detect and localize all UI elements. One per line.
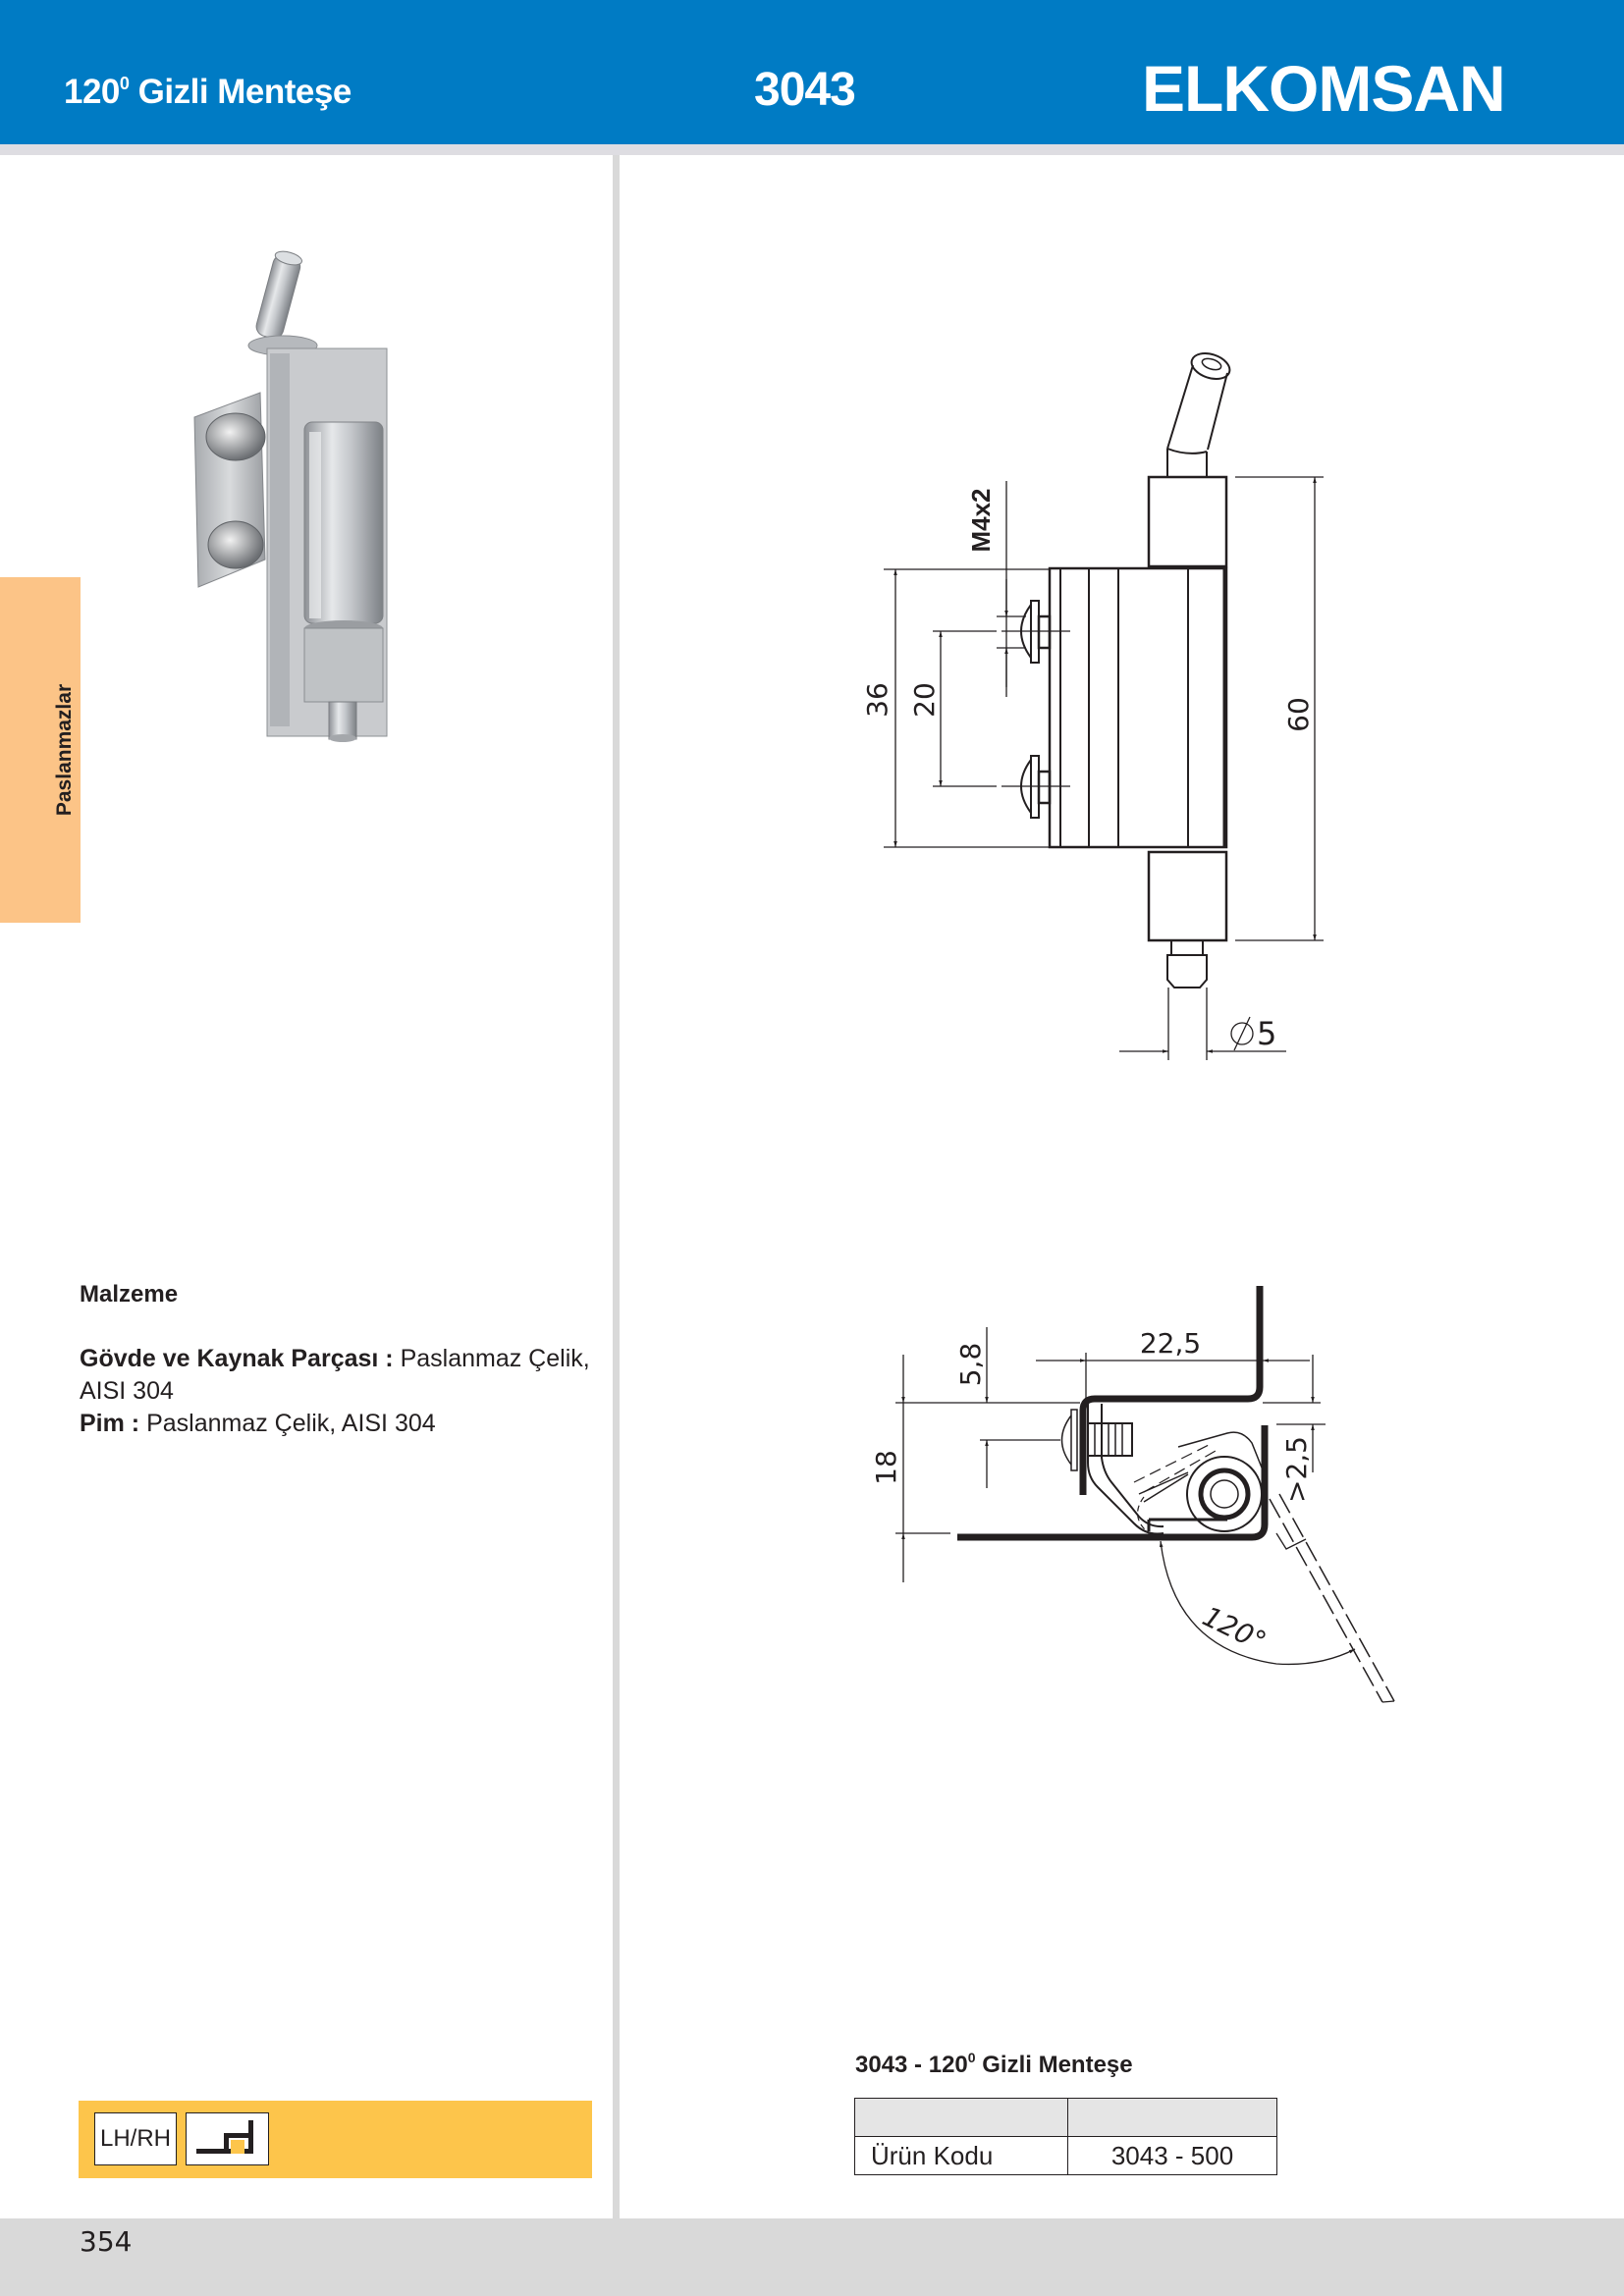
material-heading: Malzeme — [80, 1281, 179, 1308]
table-cell-label: Ürün Kodu — [855, 2137, 1068, 2175]
dim-screw-spacing: 20 — [908, 682, 941, 718]
dim-pin-diameter: 5 — [1257, 1015, 1277, 1052]
material-item-value: Paslanmaz Çelik, AISI 304 — [80, 1345, 590, 1405]
table-title — [855, 2050, 1133, 2079]
table-row — [855, 2137, 1277, 2175]
lh-rh-label: LH/RH — [99, 2125, 171, 2152]
material-item-value: Paslanmaz Çelik, AISI 304 — [139, 1410, 436, 1437]
category-label: Paslanmazlar — [53, 683, 76, 817]
front-view-dimensions — [884, 477, 1324, 1060]
front-view-drawing — [1021, 348, 1233, 988]
table-header-cell — [1068, 2099, 1277, 2137]
dim-offset: 5,8 — [954, 1342, 987, 1387]
table-title-degree: 0 — [967, 2050, 976, 2065]
page-number: 354 — [80, 2225, 133, 2258]
product-code-table — [854, 2098, 1277, 2175]
brand-logo-text: ELKOMSAN — [1142, 52, 1505, 125]
dim-gap: >2,5 — [1280, 1436, 1313, 1503]
dim-thread: M4x2 — [966, 488, 996, 553]
dim-plate-height: 36 — [861, 682, 893, 718]
table-title-prefix: 3043 - 120 — [855, 2052, 968, 2078]
material-item-label: Gövde ve Kaynak Parçası : — [80, 1345, 394, 1372]
dim-depth: 18 — [870, 1450, 902, 1485]
table-header-row — [855, 2099, 1277, 2137]
material-item-label: Pim : — [80, 1410, 140, 1437]
table-cell-value: 3043 - 500 — [1068, 2137, 1277, 2175]
table-title-rest: Gizli Menteşe — [975, 2052, 1133, 2078]
title-rest: Gizli Menteşe — [129, 73, 352, 111]
table-header-cell — [855, 2099, 1068, 2137]
title-prefix: 120 — [64, 73, 120, 111]
dim-height-total: 60 — [1282, 697, 1315, 732]
title-degree: 0 — [119, 74, 130, 93]
dim-width: 22,5 — [1139, 1327, 1202, 1360]
product-code: 3043 — [754, 64, 855, 116]
dim-angle: 120° — [1197, 1599, 1272, 1659]
footer-band — [0, 2218, 1624, 2296]
